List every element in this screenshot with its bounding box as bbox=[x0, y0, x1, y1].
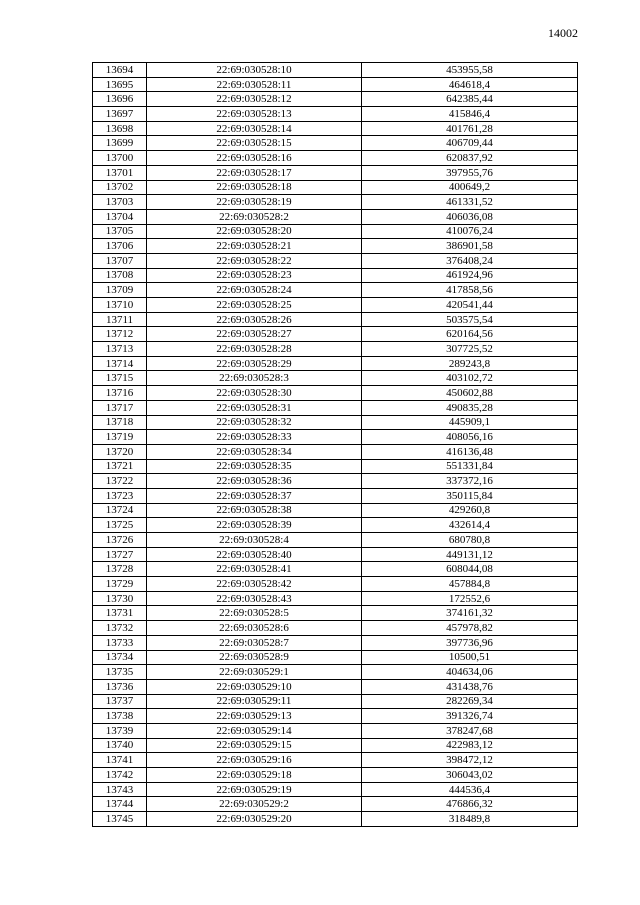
value-cell: 551331,84 bbox=[362, 459, 578, 474]
cadastral-number-cell: 22:69:030528:30 bbox=[147, 386, 362, 401]
table-row bbox=[93, 268, 578, 283]
table-row bbox=[93, 327, 578, 342]
row-number-cell: 13695 bbox=[93, 77, 147, 92]
cadastral-number-cell: 22:69:030528:25 bbox=[147, 298, 362, 313]
value-cell: 422983,12 bbox=[362, 738, 578, 753]
cadastral-number-cell: 22:69:030528:19 bbox=[147, 195, 362, 210]
row-number-cell: 13715 bbox=[93, 371, 147, 386]
value-cell: 378247,68 bbox=[362, 723, 578, 738]
row-number-cell: 13735 bbox=[93, 665, 147, 680]
row-number-cell: 13694 bbox=[93, 63, 147, 78]
cadastral-number-cell: 22:69:030528:21 bbox=[147, 239, 362, 254]
row-number-cell: 13701 bbox=[93, 165, 147, 180]
cadastral-number-cell: 22:69:030528:13 bbox=[147, 107, 362, 122]
value-cell: 10500,51 bbox=[362, 650, 578, 665]
row-number-cell: 13739 bbox=[93, 723, 147, 738]
value-cell: 416136,48 bbox=[362, 444, 578, 459]
table-row bbox=[93, 591, 578, 606]
cadastral-number-cell: 22:69:030528:9 bbox=[147, 650, 362, 665]
table-row bbox=[93, 474, 578, 489]
row-number-cell: 13702 bbox=[93, 180, 147, 195]
value-cell: 450602,88 bbox=[362, 386, 578, 401]
row-number-cell: 13731 bbox=[93, 606, 147, 621]
row-number-cell: 13710 bbox=[93, 298, 147, 313]
cadastral-number-cell: 22:69:030528:28 bbox=[147, 342, 362, 357]
cadastral-number-cell: 22:69:030528:15 bbox=[147, 136, 362, 151]
row-number-cell: 13724 bbox=[93, 503, 147, 518]
table-row bbox=[93, 253, 578, 268]
table-row bbox=[93, 753, 578, 768]
cadastral-number-cell: 22:69:030529:19 bbox=[147, 782, 362, 797]
value-cell: 408056,16 bbox=[362, 430, 578, 445]
row-number-cell: 13718 bbox=[93, 415, 147, 430]
table-row bbox=[93, 298, 578, 313]
cadastral-number-cell: 22:69:030528:5 bbox=[147, 606, 362, 621]
value-cell: 172552,6 bbox=[362, 591, 578, 606]
value-cell: 457978,82 bbox=[362, 621, 578, 636]
row-number-cell: 13714 bbox=[93, 356, 147, 371]
cadastral-number-cell: 22:69:030528:39 bbox=[147, 518, 362, 533]
table-row bbox=[93, 342, 578, 357]
table-row bbox=[93, 738, 578, 753]
row-number-cell: 13729 bbox=[93, 577, 147, 592]
row-number-cell: 13721 bbox=[93, 459, 147, 474]
value-cell: 464618,4 bbox=[362, 77, 578, 92]
row-number-cell: 13719 bbox=[93, 430, 147, 445]
row-number-cell: 13698 bbox=[93, 121, 147, 136]
table-row bbox=[93, 430, 578, 445]
row-number-cell: 13722 bbox=[93, 474, 147, 489]
cadastral-number-cell: 22:69:030528:3 bbox=[147, 371, 362, 386]
table-row bbox=[93, 562, 578, 577]
table-row bbox=[93, 371, 578, 386]
row-number-cell: 13723 bbox=[93, 488, 147, 503]
row-number-cell: 13712 bbox=[93, 327, 147, 342]
table-row bbox=[93, 650, 578, 665]
table-row bbox=[93, 312, 578, 327]
table-row bbox=[93, 239, 578, 254]
cadastral-number-cell: 22:69:030528:14 bbox=[147, 121, 362, 136]
cadastral-number-cell: 22:69:030529:10 bbox=[147, 679, 362, 694]
value-cell: 376408,24 bbox=[362, 253, 578, 268]
value-cell: 386901,58 bbox=[362, 239, 578, 254]
page-number: 14002 bbox=[548, 26, 578, 40]
value-cell: 431438,76 bbox=[362, 679, 578, 694]
cadastral-number-cell: 22:69:030529:16 bbox=[147, 753, 362, 768]
row-number-cell: 13696 bbox=[93, 92, 147, 107]
row-number-cell: 13741 bbox=[93, 753, 147, 768]
value-cell: 306043,02 bbox=[362, 768, 578, 783]
row-number-cell: 13711 bbox=[93, 312, 147, 327]
cadastral-number-cell: 22:69:030528:31 bbox=[147, 400, 362, 415]
cadastral-number-cell: 22:69:030528:29 bbox=[147, 356, 362, 371]
cadastral-number-cell: 22:69:030528:43 bbox=[147, 591, 362, 606]
table-row bbox=[93, 694, 578, 709]
row-number-cell: 13725 bbox=[93, 518, 147, 533]
value-cell: 432614,4 bbox=[362, 518, 578, 533]
value-cell: 420541,44 bbox=[362, 298, 578, 313]
table-row bbox=[93, 92, 578, 107]
table-row bbox=[93, 283, 578, 298]
cadastral-number-cell: 22:69:030529:1 bbox=[147, 665, 362, 680]
row-number-cell: 13720 bbox=[93, 444, 147, 459]
cadastral-number-cell: 22:69:030528:17 bbox=[147, 165, 362, 180]
cadastral-number-cell: 22:69:030528:6 bbox=[147, 621, 362, 636]
table-row bbox=[93, 121, 578, 136]
cadastral-number-cell: 22:69:030528:26 bbox=[147, 312, 362, 327]
value-cell: 406709,44 bbox=[362, 136, 578, 151]
cadastral-number-cell: 22:69:030528:22 bbox=[147, 253, 362, 268]
row-number-cell: 13717 bbox=[93, 400, 147, 415]
cadastral-number-cell: 22:69:030528:41 bbox=[147, 562, 362, 577]
cadastral-number-cell: 22:69:030528:42 bbox=[147, 577, 362, 592]
value-cell: 318489,8 bbox=[362, 812, 578, 827]
table-row bbox=[93, 136, 578, 151]
cadastral-number-cell: 22:69:030529:18 bbox=[147, 768, 362, 783]
table-row bbox=[93, 635, 578, 650]
row-number-cell: 13736 bbox=[93, 679, 147, 694]
value-cell: 398472,12 bbox=[362, 753, 578, 768]
table-row bbox=[93, 503, 578, 518]
value-cell: 449131,12 bbox=[362, 547, 578, 562]
table-row bbox=[93, 665, 578, 680]
value-cell: 350115,84 bbox=[362, 488, 578, 503]
value-cell: 282269,34 bbox=[362, 694, 578, 709]
row-number-cell: 13728 bbox=[93, 562, 147, 577]
value-cell: 620164,56 bbox=[362, 327, 578, 342]
table-row bbox=[93, 547, 578, 562]
value-cell: 337372,16 bbox=[362, 474, 578, 489]
cadastral-number-cell: 22:69:030528:16 bbox=[147, 151, 362, 166]
row-number-cell: 13730 bbox=[93, 591, 147, 606]
value-cell: 401761,28 bbox=[362, 121, 578, 136]
value-cell: 406036,08 bbox=[362, 209, 578, 224]
row-number-cell: 13740 bbox=[93, 738, 147, 753]
table-row bbox=[93, 782, 578, 797]
table-row bbox=[93, 621, 578, 636]
cadastral-number-cell: 22:69:030528:23 bbox=[147, 268, 362, 283]
value-cell: 391326,74 bbox=[362, 709, 578, 724]
table-row bbox=[93, 723, 578, 738]
cadastral-number-cell: 22:69:030529:2 bbox=[147, 797, 362, 812]
cadastral-number-cell: 22:69:030528:11 bbox=[147, 77, 362, 92]
row-number-cell: 13697 bbox=[93, 107, 147, 122]
value-cell: 608044,08 bbox=[362, 562, 578, 577]
cadastral-number-cell: 22:69:030528:2 bbox=[147, 209, 362, 224]
table-row bbox=[93, 400, 578, 415]
row-number-cell: 13737 bbox=[93, 694, 147, 709]
value-cell: 417858,56 bbox=[362, 283, 578, 298]
table-row bbox=[93, 151, 578, 166]
cadastral-number-cell: 22:69:030528:12 bbox=[147, 92, 362, 107]
cadastral-number-cell: 22:69:030528:36 bbox=[147, 474, 362, 489]
table-row bbox=[93, 797, 578, 812]
row-number-cell: 13706 bbox=[93, 239, 147, 254]
table-row bbox=[93, 606, 578, 621]
table-row bbox=[93, 224, 578, 239]
value-cell: 461331,52 bbox=[362, 195, 578, 210]
row-number-cell: 13743 bbox=[93, 782, 147, 797]
cadastral-number-cell: 22:69:030528:18 bbox=[147, 180, 362, 195]
table-row bbox=[93, 709, 578, 724]
row-number-cell: 13734 bbox=[93, 650, 147, 665]
row-number-cell: 13705 bbox=[93, 224, 147, 239]
value-cell: 397736,96 bbox=[362, 635, 578, 650]
row-number-cell: 13700 bbox=[93, 151, 147, 166]
table-row bbox=[93, 533, 578, 548]
row-number-cell: 13708 bbox=[93, 268, 147, 283]
table-row bbox=[93, 577, 578, 592]
value-cell: 403102,72 bbox=[362, 371, 578, 386]
row-number-cell: 13703 bbox=[93, 195, 147, 210]
cadastral-number-cell: 22:69:030528:20 bbox=[147, 224, 362, 239]
value-cell: 410076,24 bbox=[362, 224, 578, 239]
row-number-cell: 13733 bbox=[93, 635, 147, 650]
cadastral-number-cell: 22:69:030528:40 bbox=[147, 547, 362, 562]
cadastral-number-cell: 22:69:030528:24 bbox=[147, 283, 362, 298]
table-row bbox=[93, 415, 578, 430]
table-row bbox=[93, 180, 578, 195]
row-number-cell: 13707 bbox=[93, 253, 147, 268]
cadastral-number-cell: 22:69:030528:27 bbox=[147, 327, 362, 342]
cadastral-number-cell: 22:69:030528:7 bbox=[147, 635, 362, 650]
cadastral-number-cell: 22:69:030528:32 bbox=[147, 415, 362, 430]
row-number-cell: 13745 bbox=[93, 812, 147, 827]
row-number-cell: 13704 bbox=[93, 209, 147, 224]
row-number-cell: 13713 bbox=[93, 342, 147, 357]
value-cell: 444536,4 bbox=[362, 782, 578, 797]
value-cell: 503575,54 bbox=[362, 312, 578, 327]
cadastral-number-cell: 22:69:030528:38 bbox=[147, 503, 362, 518]
cadastral-number-cell: 22:69:030528:37 bbox=[147, 488, 362, 503]
value-cell: 490835,28 bbox=[362, 400, 578, 415]
value-cell: 461924,96 bbox=[362, 268, 578, 283]
cadastral-number-cell: 22:69:030528:4 bbox=[147, 533, 362, 548]
value-cell: 620837,92 bbox=[362, 151, 578, 166]
row-number-cell: 13738 bbox=[93, 709, 147, 724]
cadastral-number-cell: 22:69:030529:15 bbox=[147, 738, 362, 753]
row-number-cell: 13732 bbox=[93, 621, 147, 636]
table-row bbox=[93, 679, 578, 694]
table-row bbox=[93, 444, 578, 459]
cadastral-number-cell: 22:69:030528:34 bbox=[147, 444, 362, 459]
cadastral-number-cell: 22:69:030528:33 bbox=[147, 430, 362, 445]
table-row bbox=[93, 768, 578, 783]
value-cell: 476866,32 bbox=[362, 797, 578, 812]
table-body bbox=[93, 63, 578, 827]
table-row bbox=[93, 209, 578, 224]
cadastral-value-table bbox=[92, 62, 578, 827]
cadastral-number-cell: 22:69:030529:14 bbox=[147, 723, 362, 738]
value-cell: 397955,76 bbox=[362, 165, 578, 180]
table-row bbox=[93, 812, 578, 827]
value-cell: 453955,58 bbox=[362, 63, 578, 78]
table-row bbox=[93, 107, 578, 122]
table-row bbox=[93, 77, 578, 92]
table-row bbox=[93, 195, 578, 210]
value-cell: 415846,4 bbox=[362, 107, 578, 122]
table-row bbox=[93, 63, 578, 78]
table-row bbox=[93, 356, 578, 371]
cadastral-number-cell: 22:69:030528:35 bbox=[147, 459, 362, 474]
table-row bbox=[93, 459, 578, 474]
table-row bbox=[93, 518, 578, 533]
table-row bbox=[93, 165, 578, 180]
row-number-cell: 13709 bbox=[93, 283, 147, 298]
cadastral-number-cell: 22:69:030529:13 bbox=[147, 709, 362, 724]
row-number-cell: 13716 bbox=[93, 386, 147, 401]
value-cell: 445909,1 bbox=[362, 415, 578, 430]
table-row bbox=[93, 386, 578, 401]
row-number-cell: 13727 bbox=[93, 547, 147, 562]
row-number-cell: 13742 bbox=[93, 768, 147, 783]
value-cell: 404634,06 bbox=[362, 665, 578, 680]
row-number-cell: 13726 bbox=[93, 533, 147, 548]
value-cell: 680780,8 bbox=[362, 533, 578, 548]
cadastral-number-cell: 22:69:030529:11 bbox=[147, 694, 362, 709]
row-number-cell: 13699 bbox=[93, 136, 147, 151]
row-number-cell: 13744 bbox=[93, 797, 147, 812]
cadastral-number-cell: 22:69:030528:10 bbox=[147, 63, 362, 78]
value-cell: 642385,44 bbox=[362, 92, 578, 107]
cadastral-number-cell: 22:69:030529:20 bbox=[147, 812, 362, 827]
value-cell: 400649,2 bbox=[362, 180, 578, 195]
value-cell: 457884,8 bbox=[362, 577, 578, 592]
value-cell: 374161,32 bbox=[362, 606, 578, 621]
table-row bbox=[93, 488, 578, 503]
value-cell: 307725,52 bbox=[362, 342, 578, 357]
value-cell: 289243,8 bbox=[362, 356, 578, 371]
value-cell: 429260,8 bbox=[362, 503, 578, 518]
